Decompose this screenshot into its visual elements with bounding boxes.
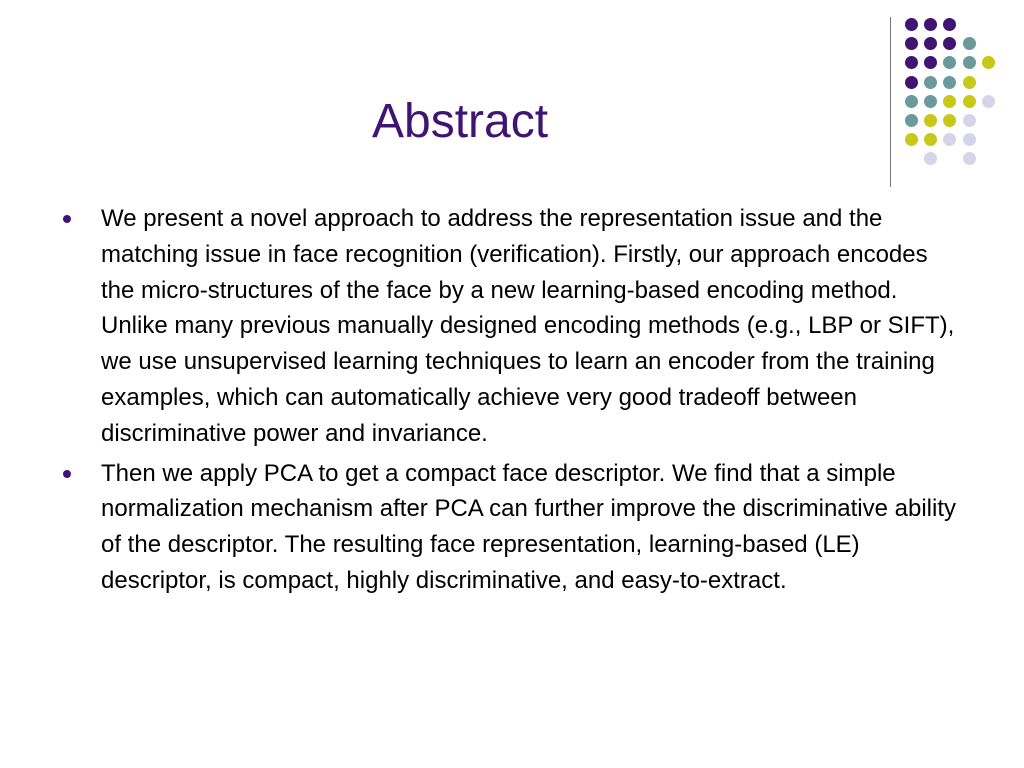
decorative-dot-teal xyxy=(963,56,976,69)
decorative-dot-teal xyxy=(905,114,918,127)
decorative-dot-teal xyxy=(943,76,956,89)
decorative-dot-teal xyxy=(924,76,937,89)
decorative-dot-lime xyxy=(943,114,956,127)
decorative-dot-lavender xyxy=(963,152,976,165)
decorative-dot-lavender xyxy=(963,114,976,127)
decorative-dot-lavender xyxy=(982,95,995,108)
bullet-dot-icon xyxy=(63,215,71,223)
decorative-dot-purple xyxy=(943,37,956,50)
decorative-dot-purple xyxy=(924,18,937,31)
decorative-dot-purple xyxy=(924,37,937,50)
decorative-dot-lavender xyxy=(963,133,976,146)
bullet-item xyxy=(60,201,960,452)
title-divider-line xyxy=(890,17,891,187)
bullet-text: We present a novel approach to address the representation issue and the matching issue in face recognition (verification). Firstly, our approach encodes the micro-structures of the face by a new learning-based encoding method. Unlike many previous manually designed encoding methods (e.g., LBP or SIFT), we use unsupervised learning techniques to learn an encoder from the training examples, which can automatically achieve very good tradeoff between discriminative power and invariance. xyxy=(101,205,955,447)
decorative-dot-purple xyxy=(905,18,918,31)
decorative-dot-purple xyxy=(943,18,956,31)
decorative-dot-teal xyxy=(905,95,918,108)
decorative-dot-teal xyxy=(963,37,976,50)
decorative-dot-lime xyxy=(963,76,976,89)
bullet-item xyxy=(60,456,960,599)
decorative-dot-lavender xyxy=(943,133,956,146)
bullet-text: Then we apply PCA to get a compact face descriptor. We find that a simple normalization mechanism after PCA can further improve the discriminative ability of the descriptor. The resulting face representation, learning-based (LE) descriptor, is compact, highly discriminative, and easy-to-extract. xyxy=(101,459,957,594)
decorative-dot-purple xyxy=(905,56,918,69)
decorative-dot-lime xyxy=(963,95,976,108)
decorative-dot-lime xyxy=(943,95,956,108)
decorative-dot-lime xyxy=(924,133,937,146)
decorative-dot-lime xyxy=(905,133,918,146)
decorative-dot-teal xyxy=(943,56,956,69)
decorative-dot-purple xyxy=(905,37,918,50)
decorative-dot-purple xyxy=(905,76,918,89)
slide-title: Abstract xyxy=(372,95,549,148)
decorative-dot-lime xyxy=(924,114,937,127)
bullet-dot-icon xyxy=(63,470,71,478)
decorative-dot-lavender xyxy=(924,152,937,165)
decorative-dot-teal xyxy=(924,95,937,108)
decorative-dot-lime xyxy=(982,56,995,69)
decorative-dot-purple xyxy=(924,56,937,69)
bullet-list xyxy=(60,201,960,603)
